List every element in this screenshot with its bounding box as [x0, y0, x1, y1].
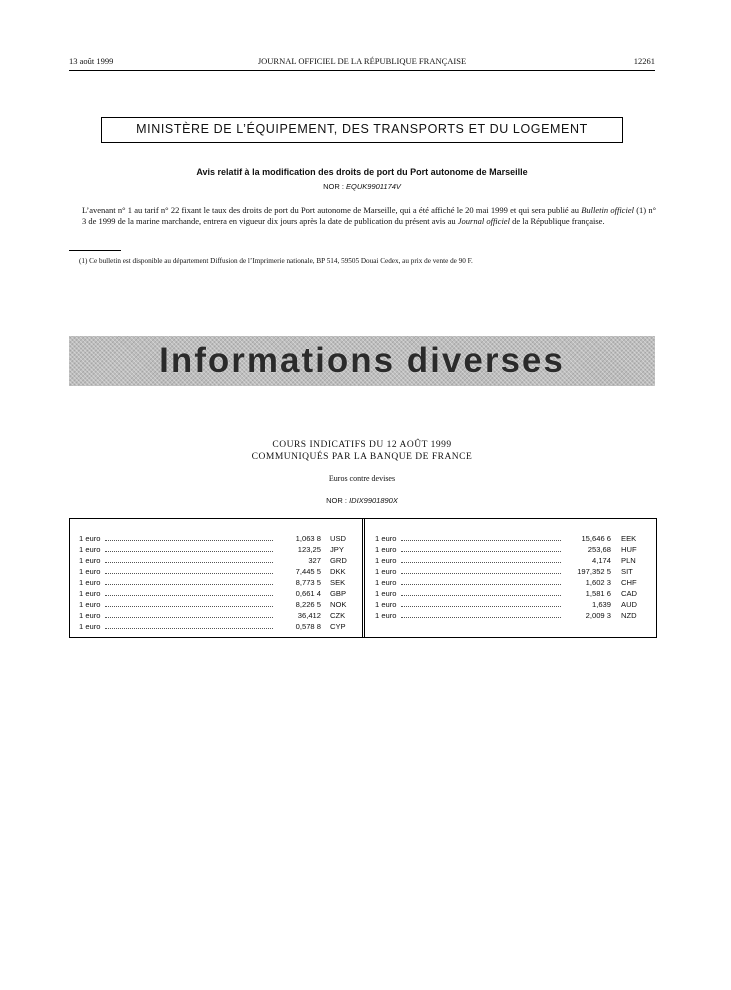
rate-value: 327 — [308, 556, 321, 565]
dot-leader — [105, 573, 273, 574]
rate-row — [79, 544, 349, 555]
rates-left-column — [79, 533, 349, 632]
rate-unit: 1 euro — [79, 600, 101, 609]
currency-code: USD — [330, 534, 347, 543]
rate-unit: 1 euro — [79, 578, 101, 587]
rate-row — [79, 566, 349, 577]
rates-heading-1: COURS INDICATIFS DU 12 AOÛT 1999 — [272, 440, 452, 450]
rate-row — [375, 544, 640, 555]
rate-row — [375, 533, 640, 544]
dot-leader — [105, 584, 273, 585]
rate-unit: 1 euro — [79, 589, 101, 598]
dot-leader — [105, 562, 273, 563]
rate-row — [79, 577, 349, 588]
dot-leader — [401, 551, 561, 552]
issue-date: 13 août 1999 — [69, 56, 114, 66]
column-divider — [362, 519, 365, 637]
rate-unit: 1 euro — [79, 567, 101, 576]
dot-leader — [401, 584, 561, 585]
rate-row — [375, 599, 640, 610]
notice-body-part-1: L’avenant n° 1 au tarif n° 22 fixant le taux des droits de port du Port autonome de Marseille, qui a été affiché le 20 mai 1999 et qui sera publié au — [82, 205, 582, 215]
page-number: 12261 — [633, 56, 655, 66]
rate-unit: 1 euro — [375, 578, 397, 587]
rate-value: 123,25 — [297, 545, 321, 554]
dot-leader — [105, 551, 273, 552]
rate-unit: 1 euro — [79, 545, 101, 554]
rate-row — [375, 566, 640, 577]
section-banner — [69, 336, 655, 386]
rates-subheading: Euros contre devises — [328, 474, 396, 483]
currency-code: AUD — [621, 600, 638, 609]
rate-value: 253,68 — [587, 545, 611, 554]
currency-code: DKK — [330, 567, 346, 576]
rates-nor-code: IDIX9901890X — [349, 496, 398, 505]
rate-unit: 1 euro — [375, 567, 397, 576]
rate-row — [79, 610, 349, 621]
rate-row — [79, 555, 349, 566]
rate-unit: 1 euro — [79, 556, 101, 565]
currency-code: PLN — [621, 556, 636, 565]
rate-value: 0,661 4 — [295, 589, 321, 598]
dot-leader — [401, 606, 561, 607]
dot-leader — [401, 617, 561, 618]
rate-value: 0,578 8 — [295, 622, 321, 631]
rate-value: 1,581 6 — [585, 589, 611, 598]
dot-leader — [105, 617, 273, 618]
currency-code: HUF — [621, 545, 637, 554]
notice-nor-label: NOR : — [323, 182, 344, 191]
section-title: Informations diverses — [159, 341, 565, 380]
currency-code: GRD — [330, 556, 347, 565]
currency-code: NZD — [621, 611, 637, 620]
currency-code: CZK — [330, 611, 346, 620]
rate-value: 4,174 — [591, 556, 611, 565]
dot-leader — [105, 606, 273, 607]
rates-nor-label: NOR : — [326, 496, 347, 505]
currency-code: SEK — [330, 578, 346, 587]
rate-row — [79, 599, 349, 610]
notice-body-italic-1: Bulletin officiel — [581, 205, 634, 215]
currency-code: NOK — [330, 600, 347, 609]
rate-row — [375, 588, 640, 599]
notice-body — [82, 205, 656, 226]
rate-unit: 1 euro — [79, 534, 101, 543]
rate-row — [79, 588, 349, 599]
notice-body-italic-2: Journal officiel — [457, 215, 510, 226]
rate-value: 8,773 5 — [295, 578, 321, 587]
dot-leader — [401, 595, 561, 596]
rate-row — [375, 610, 640, 621]
running-header — [69, 56, 655, 68]
rate-value: 7,445 5 — [295, 567, 321, 576]
rate-row — [79, 533, 349, 544]
currency-code: CAD — [621, 589, 638, 598]
notice-nor-code: EQUK9901174V — [346, 182, 401, 191]
dot-leader — [401, 562, 561, 563]
rate-unit: 1 euro — [375, 534, 397, 543]
footnote: (1) Ce bulletin est disponible au département Diffusion de l’Imprimerie nationale, BP 514, 59505 Douai Cedex, au prix de vente de 90 F. — [79, 257, 473, 265]
rates-nor — [69, 496, 655, 505]
ministry-heading: MINISTÈRE DE L’ÉQUIPEMENT, DES TRANSPORTS ET DU LOGEMENT — [101, 117, 623, 143]
rate-value: 1,063 8 — [295, 534, 321, 543]
dot-leader — [401, 573, 561, 574]
dot-leader — [105, 595, 273, 596]
rate-value: 2,009 3 — [585, 611, 611, 620]
dot-leader — [105, 628, 273, 629]
dot-leader — [105, 540, 273, 541]
rate-value: 1,602 3 — [585, 578, 611, 587]
notice-body-part-2: (1) n° 3 de 1999 de la marine marchande, entrera en vigueur dix jours après la date de publication du présent avis au — [82, 205, 657, 226]
rates-heading-2: COMMUNIQUÉS PAR LA BANQUE DE FRANCE — [251, 452, 473, 462]
rate-row — [375, 555, 640, 566]
currency-code: CHF — [621, 578, 637, 587]
rate-unit: 1 euro — [79, 611, 101, 620]
notice-body-part-3: de la République française. — [509, 215, 605, 226]
rate-unit: 1 euro — [79, 622, 101, 631]
currency-code: CYP — [330, 622, 346, 631]
exchange-rates-table — [69, 518, 657, 638]
journal-title: JOURNAL OFFICIEL DE LA RÉPUBLIQUE FRANÇAISE — [257, 56, 467, 66]
rate-unit: 1 euro — [375, 545, 397, 554]
rates-right-column — [375, 533, 640, 621]
rate-value: 36,412 — [297, 611, 321, 620]
header-rule — [69, 70, 655, 71]
rate-row — [375, 577, 640, 588]
rate-unit: 1 euro — [375, 611, 397, 620]
notice-nor — [69, 182, 655, 191]
rate-unit: 1 euro — [375, 600, 397, 609]
currency-code: GBP — [330, 589, 347, 598]
dot-leader — [401, 540, 561, 541]
footnote-rule — [69, 250, 121, 251]
currency-code: EEK — [621, 534, 637, 543]
currency-code: SIT — [621, 567, 633, 576]
rate-value: 8,226 5 — [295, 600, 321, 609]
currency-code: JPY — [330, 545, 344, 554]
notice-title: Avis relatif à la modification des droits de port du Port autonome de Marseille — [196, 167, 528, 177]
rate-row — [79, 621, 349, 632]
rate-unit: 1 euro — [375, 556, 397, 565]
rate-value: 1,639 — [591, 600, 611, 609]
rate-value: 197,352 5 — [577, 567, 611, 576]
rate-unit: 1 euro — [375, 589, 397, 598]
rate-value: 15,646 6 — [581, 534, 611, 543]
